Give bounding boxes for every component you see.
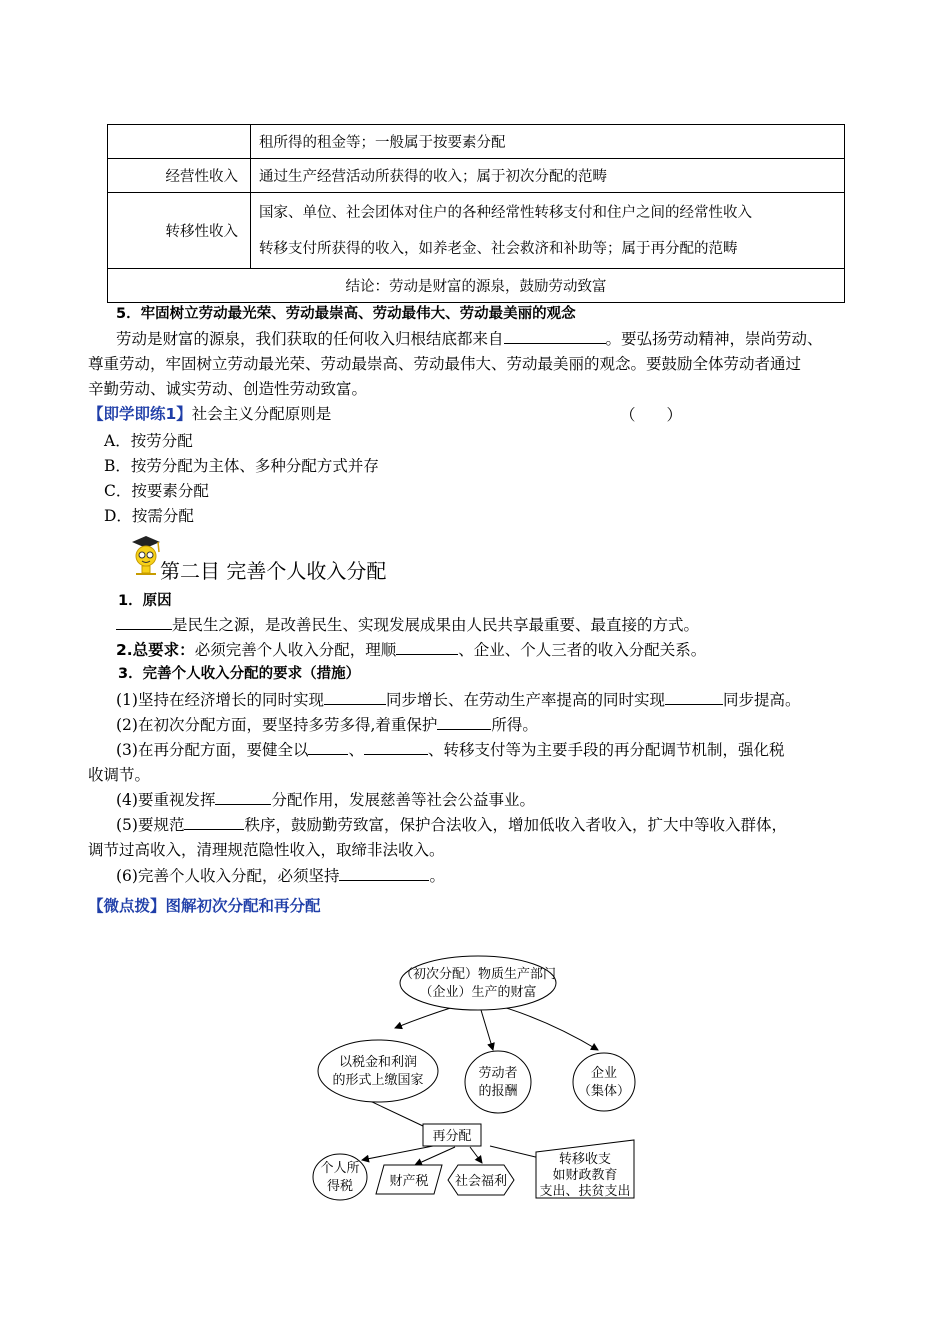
table-cell-line: 国家、单位、社会团体对住户的各种经常性转移支付和住户之间的经常性收入 <box>259 204 752 221</box>
node-label: 如财政教育 <box>552 1168 618 1183</box>
node-label: 得税 <box>326 1179 354 1194</box>
sub-heading: 2.总要求： <box>116 641 195 659</box>
text: (6)完善个人收入分配，必须坚持 <box>116 867 340 885</box>
text: 劳动是财富的源泉，我们获取的任何收入归根结底都来自 <box>116 330 504 348</box>
tip-title: 图解初次分配和再分配 <box>165 897 321 915</box>
node-label: 劳动者 <box>478 1066 518 1081</box>
text: 同步增长、在劳动生产率提高的同时实现 <box>385 691 665 709</box>
node-label: 转移收支 <box>558 1152 612 1167</box>
sub-heading: 3．完善个人收入分配的要求（措施） <box>118 666 361 682</box>
node-label: （企业）生产的财富 <box>419 985 537 1000</box>
tax-node <box>318 1040 438 1102</box>
option-b: B．按劳分配为主体、多种分配方式并存 <box>104 457 379 475</box>
section-title: 第二目 完善个人收入分配 <box>160 559 387 583</box>
node-label: （集体） <box>577 1084 631 1099</box>
node-label: 的形式上缴国家 <box>332 1073 424 1088</box>
table-row-label: 经营性收入 <box>108 159 251 193</box>
option-a: A．按劳分配 <box>104 432 193 450</box>
table-cell: 通过生产经营活动所获得的收入；属于初次分配的范畴 <box>251 159 845 193</box>
text: 所得。 <box>491 716 538 734</box>
measure-5-cont: 调节过高收入，清理规范隐性收入，取缔非法收入。 <box>88 841 445 859</box>
question-text: 社会主义分配原则是 <box>191 405 332 423</box>
table-conclusion: 结论：劳动是财富的源泉，鼓励劳动致富 <box>108 269 845 303</box>
labor-node <box>465 1051 531 1113</box>
table-cell-line: 转移支付所获得的收入，如养老金、社会救济和补助等；属于再分配的范畴 <box>259 240 738 257</box>
enterprise-node <box>573 1053 635 1111</box>
node-label: 支出、扶贫支出 <box>539 1184 631 1199</box>
node-label: 再分配 <box>432 1129 472 1144</box>
text: (2)在初次分配方面，要坚持多劳多得,着重保护 <box>116 716 438 734</box>
paragraph-line: 辛勤劳动、诚实劳动、创造性劳动致富。 <box>88 380 368 398</box>
option-d: D．按需分配 <box>104 507 194 525</box>
option-c: C．按要素分配 <box>104 482 209 500</box>
arrow <box>470 1147 482 1163</box>
text: (4)要重视发挥 <box>116 791 216 809</box>
measure-3-cont: 收调节。 <box>88 766 151 784</box>
arrow <box>362 1146 433 1160</box>
arrow <box>415 1147 455 1165</box>
tip-tag: 【微点拨】 <box>88 897 166 915</box>
text: 。 <box>429 867 445 885</box>
paragraph-line: 尊重劳动，牢固树立劳动最光荣、劳动最崇高、劳动最伟大、劳动最美丽的观念。要鼓励全体劳动者通过 <box>88 355 802 373</box>
text: 秩序，鼓励勤劳致富，保护合法收入，增加低收入者收入，扩大中等收入群体， <box>244 816 787 834</box>
text: 同步提高。 <box>722 691 801 709</box>
text: (5)要规范 <box>116 816 185 834</box>
table-cell: 租所得的租金等；一般属于按要素分配 <box>251 125 845 159</box>
node-label: 社会福利 <box>454 1174 508 1189</box>
answer-paren: （ ） <box>620 406 683 424</box>
sub-heading: 1．原因 <box>118 593 172 609</box>
node-label: 以税金和利润 <box>338 1055 418 1070</box>
text: 。要弘扬劳动精神，崇尚劳动、 <box>605 330 823 348</box>
node-label: 财产税 <box>389 1174 429 1189</box>
connector-line <box>368 1100 423 1126</box>
node-label: 的报酬 <box>478 1084 518 1099</box>
node-label: （初次分配）物质生产部门 <box>399 967 557 982</box>
section5-heading: 5．牢固树立劳动最光荣、劳动最崇高、劳动最伟大、劳动最美丽的观念 <box>116 306 576 322</box>
text: (3)在再分配方面，要健全以 <box>116 741 309 759</box>
node-label: 企业 <box>590 1066 618 1081</box>
primary-distribution-node <box>400 956 556 1010</box>
table-row-label: 转移性收入 <box>108 193 251 269</box>
node-label: 个人所 <box>320 1161 360 1176</box>
text: (1)坚持在经济增长的同时实现 <box>116 691 324 709</box>
exercise-tag: 【即学即练1】 <box>88 405 192 423</box>
text: 是民生之源，是改善民生、实现发展成果由人民共享最重要、最直接的方式。 <box>172 616 700 634</box>
text: 分配作用，发展慈善等社会公益事业。 <box>271 791 535 809</box>
text: 、企业、个人三者的收入分配关系。 <box>458 641 707 659</box>
text: 、转移支付等为主要手段的再分配调节机制，强化税 <box>427 741 785 759</box>
text: 、 <box>348 741 364 759</box>
text: 必须完善个人收入分配，理顺 <box>194 641 397 659</box>
